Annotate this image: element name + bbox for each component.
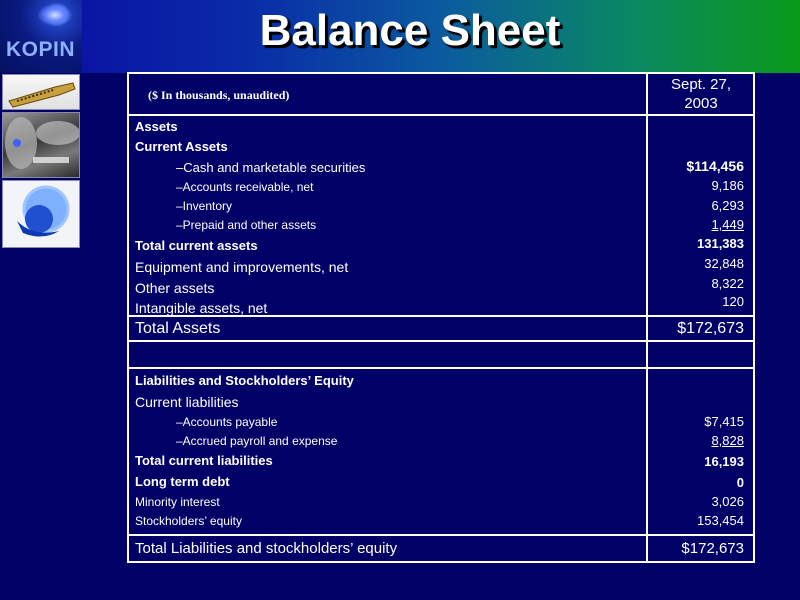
liabilities-divider [127,367,755,369]
header-divider [127,114,755,116]
accrued-payroll-value: 8,828 [711,433,744,448]
long-term-debt-label: Long term debt [135,474,230,489]
stockholders-equity-label: Stockholders’ equity [135,514,242,528]
assets-total-divider-bottom [127,340,755,342]
device-icon [3,75,80,110]
intangible-label: Intangible assets, net [135,300,268,316]
total-liabilities-equity-value: $172,673 [681,540,744,557]
logo-glow [38,4,72,26]
other-assets-value: 8,322 [711,276,744,291]
total-assets-label: Total Assets [135,320,221,337]
total-current-assets-label: Total current assets [135,238,258,253]
other-assets-label: Other assets [135,280,215,296]
wafer-thumbnail-image [2,112,80,178]
accounts-payable-label: –Accounts payable [176,415,278,429]
circle-logo-icon [3,181,80,248]
intangible-value: 120 [722,294,744,309]
column-divider [646,72,648,563]
accrued-payroll-label: –Accrued payroll and expense [176,434,338,448]
column-header-date: Sept. 27, [670,76,732,93]
total-assets-value: $172,673 [677,320,744,337]
liabilities-total-divider [127,534,755,536]
equipment-label: Equipment and improvements, net [135,259,349,275]
wafer-icon [3,113,80,178]
minority-interest-label: Minority interest [135,495,220,509]
long-term-debt-value: 0 [736,475,744,490]
accounts-receivable-value: 9,186 [711,178,744,193]
kopin-logo [0,0,82,73]
assets-heading: Assets [135,119,178,134]
total-current-assets-value: 131,383 [697,236,744,251]
minority-interest-value: 3,026 [711,494,744,509]
current-assets-heading: Current Assets [135,139,228,154]
unit-note: ($ In thousands, unaudited) [148,88,290,102]
device-thumbnail-image [2,74,80,110]
inventory-label: –Inventory [176,199,233,213]
column-header-year: 2003 [684,95,718,112]
total-current-liabilities-label: Total current liabilities [135,453,273,468]
accounts-payable-value: $7,415 [704,414,744,429]
stockholders-equity-value: 153,454 [697,513,744,528]
equipment-value: 32,848 [704,256,744,271]
total-current-liabilities-value: 16,193 [704,454,744,469]
liabilities-heading: Liabilities and Stockholders’ Equity [135,373,354,388]
cash-value: $114,456 [686,158,744,174]
logo-text: KOPIN [6,38,76,61]
circle-thumbnail-image [2,180,80,248]
accounts-receivable-label: –Accounts receivable, net [176,180,314,194]
current-liabilities-heading: Current liabilities [135,394,239,410]
total-liabilities-equity-label: Total Liabilities and stockholders’ equity [135,540,398,557]
prepaid-label: –Prepaid and other assets [176,218,317,232]
inventory-value: 6,293 [711,198,744,213]
prepaid-value: 1,449 [711,217,744,232]
slide-title: Balance Sheet [259,6,561,55]
cash-label: –Cash and marketable securities [176,160,366,175]
